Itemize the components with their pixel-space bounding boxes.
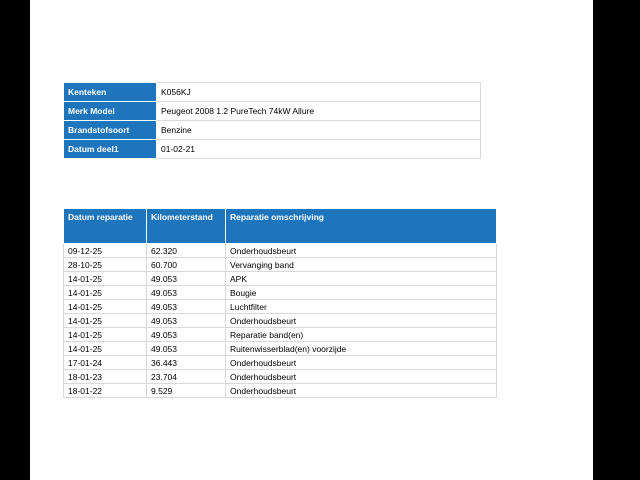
cell-date: 28-10-25 xyxy=(64,258,147,272)
vehicle-info-label: Datum deel1 xyxy=(64,140,157,159)
table-row xyxy=(64,328,497,342)
repairs-table xyxy=(63,208,497,398)
cell-description: Onderhoudsbeurt xyxy=(226,370,497,384)
table-row xyxy=(64,140,481,159)
table-row xyxy=(64,244,497,258)
letterbox-right xyxy=(593,0,640,480)
repairs-table-head xyxy=(64,209,497,244)
cell-description: Onderhoudsbeurt xyxy=(226,356,497,370)
vehicle-info-label: Kenteken xyxy=(64,83,157,102)
table-header-row xyxy=(64,209,497,244)
column-header-description: Reparatie omschrijving xyxy=(226,209,497,244)
vehicle-info-label: Merk Model xyxy=(64,102,157,121)
cell-km: 49.053 xyxy=(147,342,226,356)
table-row xyxy=(64,121,481,140)
cell-date: 14-01-25 xyxy=(64,342,147,356)
vehicle-info-table xyxy=(63,82,481,159)
table-row xyxy=(64,300,497,314)
vehicle-info-value: Benzine xyxy=(157,121,481,140)
cell-date: 18-01-23 xyxy=(64,370,147,384)
cell-description: Onderhoudsbeurt xyxy=(226,384,497,398)
document-page xyxy=(30,0,593,480)
cell-date: 18-01-22 xyxy=(64,384,147,398)
table-row xyxy=(64,356,497,370)
table-row xyxy=(64,314,497,328)
cell-km: 62.320 xyxy=(147,244,226,258)
table-row xyxy=(64,342,497,356)
cell-description: Reparatie band(en) xyxy=(226,328,497,342)
letterbox-left xyxy=(0,0,30,480)
cell-description: Vervanging band xyxy=(226,258,497,272)
table-row xyxy=(64,102,481,121)
cell-km: 9.529 xyxy=(147,384,226,398)
cell-description: Onderhoudsbeurt xyxy=(226,314,497,328)
cell-km: 49.053 xyxy=(147,272,226,286)
column-header-date: Datum reparatie xyxy=(64,209,147,244)
cell-km: 49.053 xyxy=(147,300,226,314)
cell-km: 23.704 xyxy=(147,370,226,384)
cell-date: 09-12-25 xyxy=(64,244,147,258)
vehicle-info-value: 01-02-21 xyxy=(157,140,481,159)
cell-date: 14-01-25 xyxy=(64,314,147,328)
cell-km: 36.443 xyxy=(147,356,226,370)
vehicle-info-label: Brandstofsoort xyxy=(64,121,157,140)
cell-date: 14-01-25 xyxy=(64,286,147,300)
column-header-km: Kilometerstand xyxy=(147,209,226,244)
cell-date: 14-01-25 xyxy=(64,272,147,286)
cell-description: APK xyxy=(226,272,497,286)
cell-description: Bougie xyxy=(226,286,497,300)
cell-km: 49.053 xyxy=(147,328,226,342)
cell-description: Luchtfilter xyxy=(226,300,497,314)
cell-km: 60.700 xyxy=(147,258,226,272)
table-row xyxy=(64,286,497,300)
vehicle-info-value: K056KJ xyxy=(157,83,481,102)
cell-km: 49.053 xyxy=(147,286,226,300)
cell-date: 17-01-24 xyxy=(64,356,147,370)
repairs-table-body xyxy=(64,244,497,398)
table-row xyxy=(64,272,497,286)
cell-date: 14-01-25 xyxy=(64,328,147,342)
cell-description: Onderhoudsbeurt xyxy=(226,244,497,258)
table-row xyxy=(64,83,481,102)
vehicle-info-value: Peugeot 2008 1.2 PureTech 74kW Allure xyxy=(157,102,481,121)
table-row xyxy=(64,370,497,384)
table-row xyxy=(64,258,497,272)
vehicle-info-body xyxy=(64,83,481,159)
table-row xyxy=(64,384,497,398)
cell-date: 14-01-25 xyxy=(64,300,147,314)
cell-km: 49.053 xyxy=(147,314,226,328)
cell-description: Ruitenwisserblad(en) voorzijde xyxy=(226,342,497,356)
